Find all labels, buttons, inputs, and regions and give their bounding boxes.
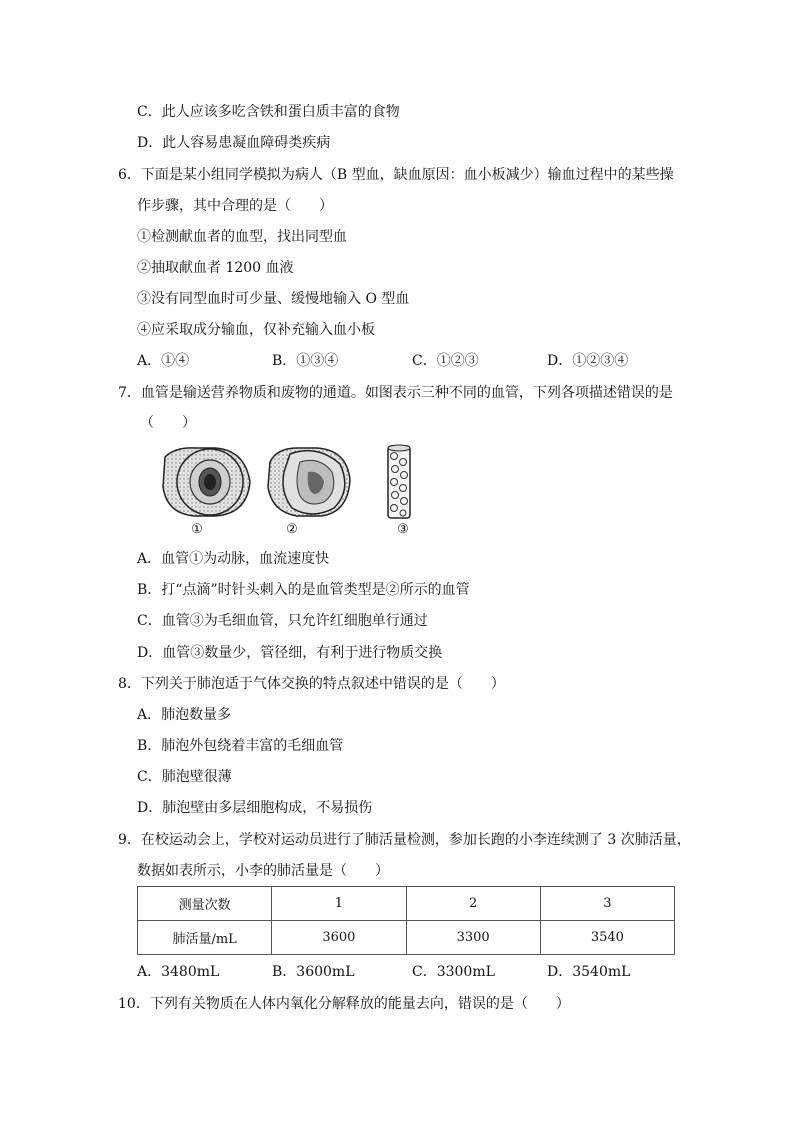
q9-stem-line2: 数据如表所示，小李的肺活量是（ ）: [137, 863, 389, 879]
table-cell: 1: [272, 887, 406, 921]
q7-option-b: B．打“点滴”时针头刺入的是血管类型是②所示的血管: [137, 582, 470, 598]
q9-option-a: A．3480mL: [137, 964, 220, 980]
q7-option-d: D．血管③数量少，管径细，有利于进行物质交换: [137, 645, 443, 661]
q9-option-c: C．3300mL: [412, 964, 495, 980]
q6-option-b: B．①③④: [272, 353, 339, 369]
q8-option-b: B．肺泡外包绕着丰富的毛细血管: [137, 738, 344, 754]
q9-option-b: B．3600mL: [272, 964, 355, 980]
table-cell: 3540: [540, 921, 674, 955]
figure-label-3: ③: [397, 522, 409, 537]
q6-item-4: ④应采取成分输血，仅补充输入血小板: [137, 322, 375, 338]
table-cell: 2: [406, 887, 540, 921]
q7-option-c: C．血管③为毛细血管，只允许红细胞单行通过: [137, 613, 428, 629]
table-cell: 3600: [272, 921, 406, 955]
table-row: [138, 921, 675, 955]
q6-option-c: C．①②③: [412, 353, 479, 369]
figure-label-1: ①: [191, 522, 203, 537]
table-cell: 测量次数: [138, 887, 272, 921]
q6-option-d: D．①②③④: [547, 353, 629, 369]
q5-option-c: C．此人应该多吃含铁和蛋白质丰富的食物: [137, 104, 400, 120]
q8-option-d: D．肺泡壁由多层细胞构成，不易损伤: [137, 800, 373, 816]
lung-capacity-table: [137, 886, 675, 955]
q6-item-3: ③没有同型血时可少量、缓慢地输入 O 型血: [137, 291, 410, 307]
figure-label-2: ②: [286, 522, 298, 537]
q6-item-2: ②抽取献血者 1200 血液: [137, 260, 294, 276]
blood-vessel-figure: [140, 442, 430, 542]
q9-option-d: D．3540mL: [547, 964, 631, 980]
q6-stem-line2: 作步骤，其中合理的是（ ）: [137, 198, 333, 214]
q8-stem: 8．下列关于肺泡适于气体交换的特点叙述中错误的是（ ）: [118, 676, 505, 692]
vein-illustration: [262, 442, 362, 522]
table-cell: 肺活量/mL: [138, 921, 272, 955]
table-header-row: [138, 887, 675, 921]
q7-stem-line1: 7．血管是输送营养物质和废物的通道。如图表示三种不同的血管，下列各项描述错误的是: [118, 385, 673, 401]
table-cell: 3300: [406, 921, 540, 955]
q8-option-a: A．肺泡数量多: [137, 707, 232, 723]
table-cell: 3: [540, 887, 674, 921]
artery-illustration: [155, 442, 265, 522]
q5-option-d: D．此人容易患凝血障碍类疾病: [137, 135, 331, 151]
q7-option-a: A．血管①为动脉，血流速度快: [137, 551, 330, 567]
q6-item-1: ①检测献血者的血型，找出同型血: [137, 229, 347, 245]
capillary-illustration: [380, 442, 420, 522]
q10-stem: 10．下列有关物质在人体内氧化分解释放的能量去向，错误的是（ ）: [118, 996, 570, 1012]
q8-option-c: C．肺泡壁很薄: [137, 769, 232, 785]
q6-option-a: A．①④: [137, 353, 190, 369]
q7-stem-line2: （ ）: [140, 415, 196, 431]
q6-stem-line1: 6．下面是某小组同学模拟为病人（B 型血，缺血原因：血小板减少）输血过程中的某些操: [118, 167, 674, 183]
q9-stem-line1: 9．在校运动会上，学校对运动员进行了肺活量检测，参加长跑的小李连续测了 3 次肺活量，: [118, 832, 691, 848]
